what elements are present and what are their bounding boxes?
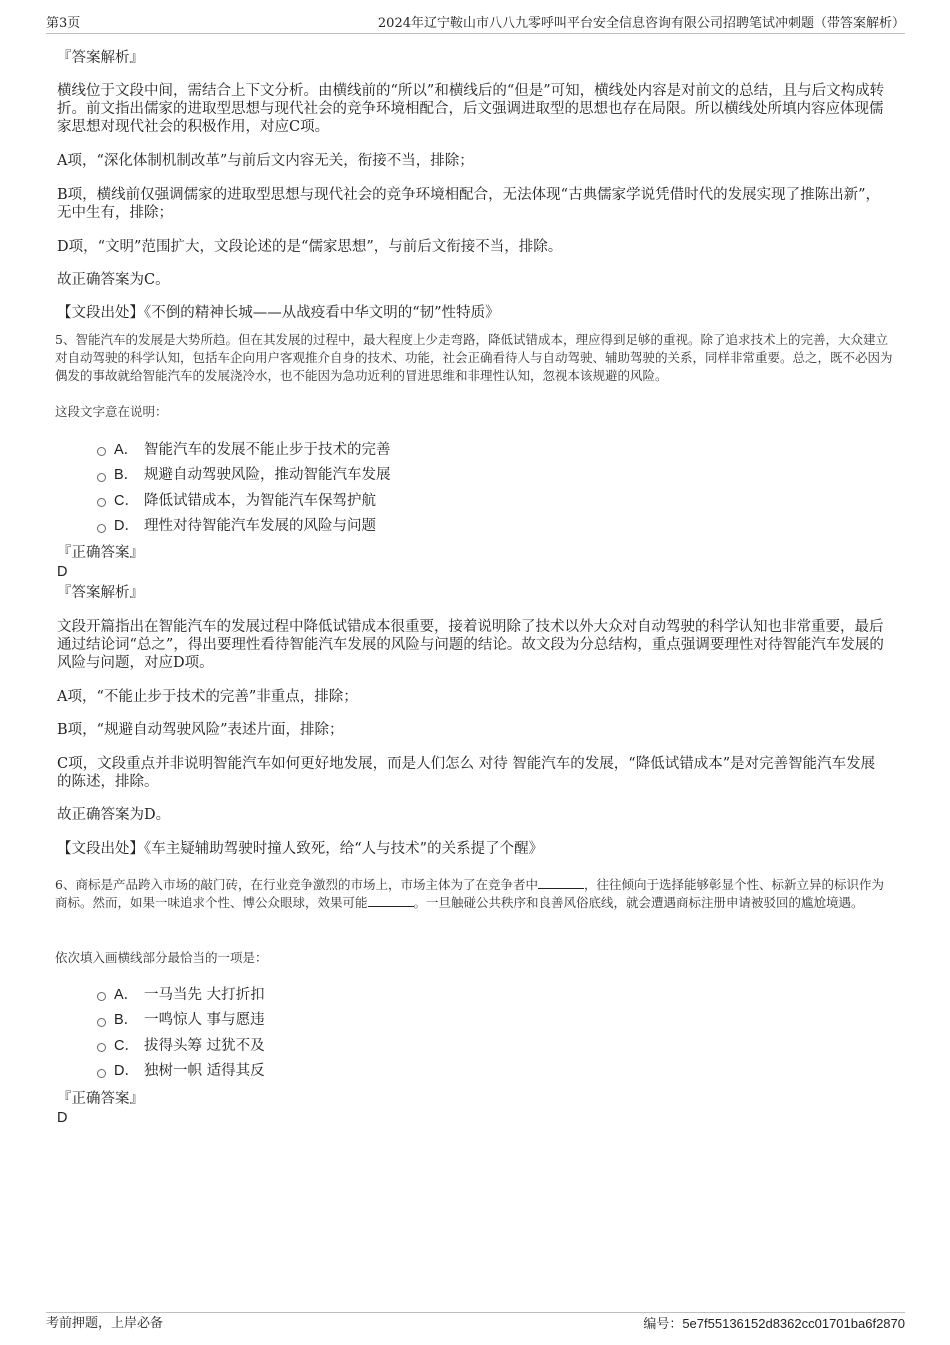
- q5-option-a[interactable]: A． 智能汽车的发展不能止步于技术的完善: [97, 437, 797, 463]
- q6-answer: D: [57, 1110, 68, 1126]
- q5-analysis-label: 『答案解析』: [57, 585, 144, 601]
- q5-analysis-a: A项，“不能止步于技术的完善”非重点，排除；: [57, 689, 358, 705]
- q6-option-b[interactable]: B． 一鸣惊人 事与愿违: [97, 1008, 797, 1034]
- q6-stem: 6、商标是产品跨入市场的敲门砖，在行业竞争激烈的市场上，市场主体为了在竞争者中 ，往往倾向于选择能够彰显个性、标新立异的标识作为商标。然而，如果一味追求个性、博公众眼球，效果可能 。一旦触碰公共秩序和良善风俗底线，就会遭遇商标注册申请被驳回的尴尬境遇。: [55, 877, 884, 910]
- q5-option-d[interactable]: D． 理性对待智能汽车发展的风险与问题: [97, 514, 797, 540]
- q5-prompt: 这段文字意在说明：: [55, 404, 168, 419]
- q5-analysis-body: 文段开篇指出在智能汽车的发展过程中降低试错成本很重要，接着说明除了技术以外大众对自动驾驶的科学认知也非常重要，最后通过结论词“总之”，得出要理性看待智能汽车发展的风险与问题的结论。故文段为分总结构，重点强调要理性对待智能汽车发展的风险与问题，对应D项。: [57, 619, 884, 671]
- q4-analysis-body: 横线位于文段中间，需结合上下文分析。由横线前的“所以”和横线后的“但是”可知，横线处内容是对前文的总结，且与后文构成转折。前文指出儒家的进取型思想与现代社会的竞争环境相配合，后文强调进取型的思想也存在局限。所以横线处所填内容应体现儒家思想对现代社会的积极作用，对应C项。: [57, 83, 885, 135]
- q6-option-a[interactable]: A． 一马当先 大打折扣: [97, 982, 797, 1008]
- q5-option-b[interactable]: B． 规避自动驾驶风险，推动智能汽车发展: [97, 463, 797, 489]
- fill-in-blank: [368, 894, 414, 907]
- q6-options: [97, 982, 797, 1084]
- document-title: 2024年辽宁鞍山市八八九零呼叫平台安全信息咨询有限公司招聘笔试冲刺题（带答案解析）: [377, 16, 905, 31]
- q4-source: 【文段出处】《不倒的精神长城——从战疫看中华文明的“韧”性特质》: [57, 305, 500, 321]
- radio-button-icon[interactable]: [97, 473, 106, 482]
- radio-button-icon[interactable]: [97, 992, 106, 1001]
- q5-analysis-b: B项，“规避自动驾驶风险”表述片面，排除；: [57, 722, 344, 738]
- radio-button-icon[interactable]: [97, 1069, 106, 1078]
- q6-option-d[interactable]: D． 独树一帜 适得其反: [97, 1059, 797, 1085]
- q5-analysis-c: C项，文段重点并非说明智能汽车如何更好地发展，而是人们怎么 对待 智能汽车的发展，“降低试错成本”是对完善智能汽车发展的陈述，排除。: [57, 756, 876, 790]
- q5-source: 【文段出处】《车主疑辅助驾驶时撞人致死，给“人与技术”的关系提了个醒》: [57, 841, 544, 857]
- q5-answer-label: 『正确答案』: [57, 545, 144, 561]
- q5-stem: 5、智能汽车的发展是大势所趋。但在其发展的过程中，最大程度上少走弯路，降低试错成本，理应得到足够的重视。除了追求技术上的完善，大众建立对自动驾驶的科学认知，包括车企向用户客观推介自身的技术、功能，社会正确看待人与自动驾驶、辅助驾驶的关系，同样非常重要。总之，既不必因为偶发的事故就给智能汽车的发展浇冷水，也不能因为急功近利的冒进思维和非理性认知，忽视本该规避的风险。: [55, 332, 893, 383]
- radio-button-icon[interactable]: [97, 1018, 106, 1027]
- document-code: 编号：5e7f55136152d8362cc01701ba6f2870: [643, 1316, 905, 1332]
- q6-answer-label: 『正确答案』: [57, 1091, 144, 1107]
- page-header: [46, 15, 905, 34]
- q4-analysis-d: D项，“文明”范围扩大，文段论述的是“儒家思想”，与前后文衔接不当，排除。: [57, 239, 563, 255]
- q5-answer: D: [57, 564, 68, 580]
- radio-button-icon[interactable]: [97, 1043, 106, 1052]
- q4-analysis-b: B项，横线前仅强调儒家的进取型思想与现代社会的竞争环境相配合，无法体现“古典儒家学说凭借时代的发展实现了推陈出新”，无中生有，排除；: [57, 187, 880, 221]
- q4-analysis-a: A项，“深化体制机制改革”与前后文内容无关，衔接不当，排除；: [57, 153, 474, 169]
- page-number: 第3页: [46, 16, 81, 31]
- footer-slogan: 考前押题，上岸必备: [46, 1316, 164, 1331]
- fill-in-blank: [538, 876, 584, 889]
- q6-option-c[interactable]: C． 拔得头筹 过犹不及: [97, 1033, 797, 1059]
- q4-analysis-label: 『答案解析』: [57, 50, 144, 66]
- q5-options: [97, 437, 797, 539]
- page-footer: [46, 1312, 905, 1332]
- radio-button-icon[interactable]: [97, 498, 106, 507]
- radio-button-icon[interactable]: [97, 524, 106, 533]
- q4-conclusion: 故正确答案为C。: [57, 272, 170, 288]
- radio-button-icon[interactable]: [97, 447, 106, 456]
- q5-option-c[interactable]: C． 降低试错成本，为智能汽车保驾护航: [97, 488, 797, 514]
- q5-conclusion: 故正确答案为D。: [57, 807, 171, 823]
- q6-prompt: 依次填入画横线部分最恰当的一项是：: [55, 950, 268, 965]
